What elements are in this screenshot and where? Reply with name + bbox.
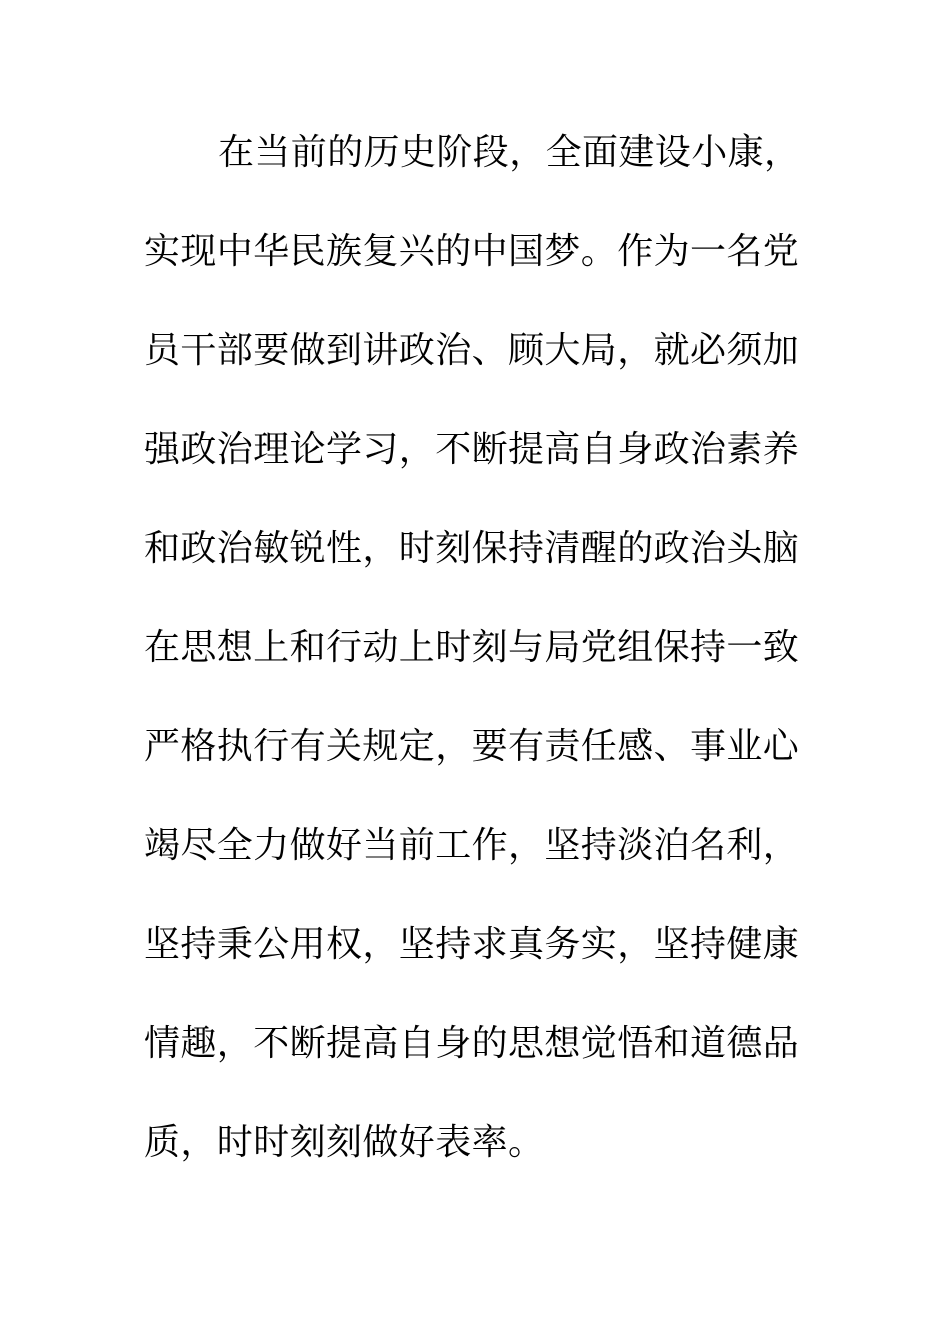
- paragraph-line: 情趣，不断提高自身的思想觉悟和道德品: [144, 1023, 800, 1064]
- paragraph-line: 强政治理论学习，不断提高自身政治素养: [144, 429, 800, 470]
- paragraph-line: 员干部要做到讲政治、顾大局，就必须加: [144, 330, 800, 371]
- document-body: [144, 128, 824, 1217]
- paragraph-line: 实现中华民族复兴的中国梦。作为一名党: [144, 231, 800, 272]
- paragraph-line: 和政治敏锐性，时刻保持清醒的政治头脑: [144, 528, 800, 569]
- paragraph-line: 严格执行有关规定，要有责任感、事业心: [144, 726, 800, 767]
- paragraph-line: 质，时时刻刻做好表率。: [144, 1122, 545, 1163]
- paragraph-line: 坚持秉公用权，坚持求真务实，坚持健康: [144, 924, 800, 965]
- paragraph-line: 在当前的历史阶段，全面建设小康，: [218, 132, 801, 173]
- paragraph-line: 竭尽全力做好当前工作，坚持淡泊名利，: [144, 825, 800, 866]
- paragraph-line: 在思想上和行动上时刻与局党组保持一致: [144, 627, 800, 668]
